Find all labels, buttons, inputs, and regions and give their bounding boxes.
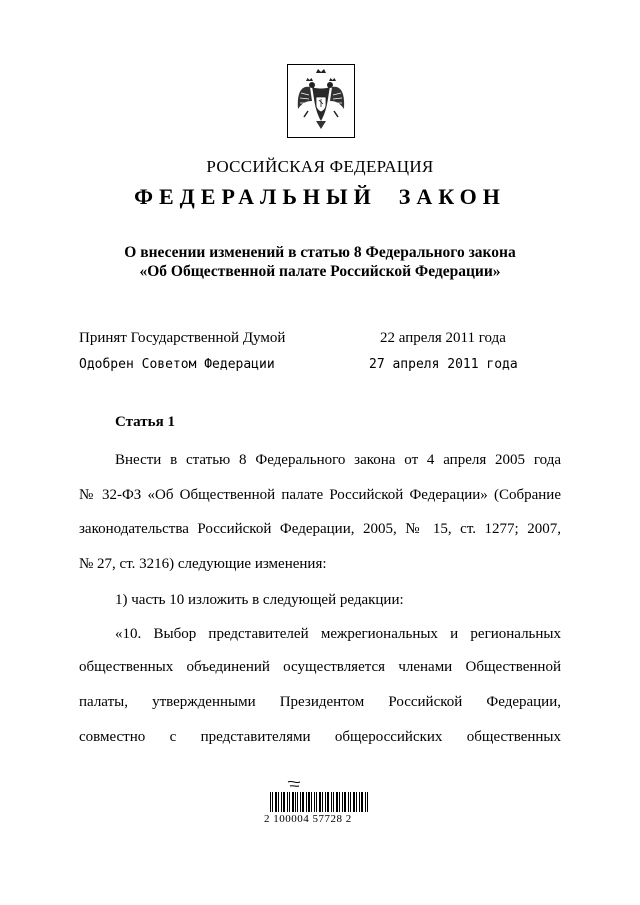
council-label: Одобрен Советом Федерации	[79, 357, 275, 372]
state-emblem	[287, 64, 355, 138]
article-text-line: законодательства Российской Федерации, 2005, № 15, ст. 1277; 2007,	[79, 521, 561, 537]
document-type	[0, 184, 640, 210]
article-text-line: палаты, утвержденными Президентом Российской Федерации,	[79, 694, 561, 710]
subject-line: «Об Общественной палате Российской Федерации»	[139, 263, 501, 280]
law-subject	[0, 243, 640, 281]
council-date: 27 апреля 2011 года	[369, 357, 518, 372]
duma-date: 22 апреля 2011 года	[380, 330, 506, 346]
russian-coat-of-arms-icon	[288, 65, 354, 137]
duma-label: Принят Государственной Думой	[79, 330, 286, 346]
article-text-line: № 32-ФЗ «Об Общественной палате Российской Федерации» (Собрание	[79, 487, 561, 503]
article-text-line: «10. Выбор представителей межрегиональных и региональных	[115, 626, 561, 642]
article-text-line: 1) часть 10 изложить в следующей редакции:	[115, 592, 404, 608]
article-text-line: Внести в статью 8 Федерального закона от 4 апреля 2005 года	[115, 452, 561, 468]
barcode-number: 2 100004 57728 2	[264, 813, 352, 825]
document-type-word2: ЗАКОН	[398, 184, 506, 209]
document-type-word1: ФЕДЕРАЛЬНЫЙ	[134, 184, 377, 209]
article-text-line: № 27, ст. 3216) следующие изменения:	[79, 556, 327, 572]
article-text-line: общественных объединений осуществляется членами Общественной	[79, 659, 561, 675]
article-title: Статья 1	[115, 414, 175, 430]
subject-line: О внесении изменений в статью 8 Федерального закона	[124, 244, 516, 261]
country-name: РОССИЙСКАЯ ФЕДЕРАЦИЯ	[206, 157, 434, 176]
article-text-line: совместно с представителями общероссийских общественных	[79, 729, 561, 745]
